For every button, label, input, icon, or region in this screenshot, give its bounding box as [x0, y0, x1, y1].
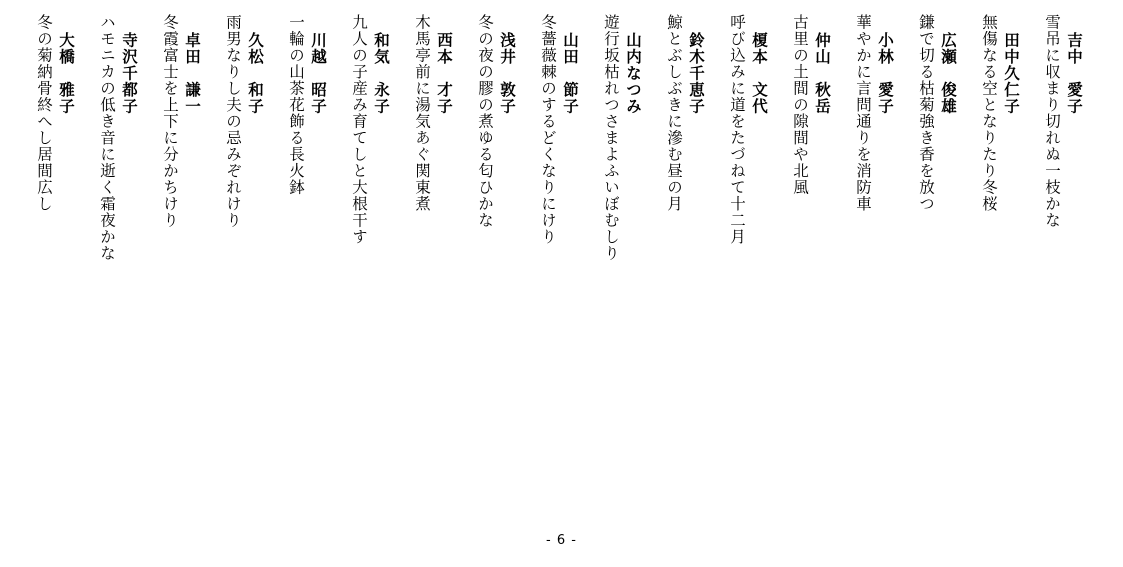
author-name: 久松 和子: [246, 32, 264, 115]
haiku-text: 雪吊に収まり切れぬ一枝かな: [1043, 14, 1061, 229]
author-name: 浅井 敦子: [498, 32, 516, 115]
haiku-text: 一輪の山茶花飾る長火鉢: [287, 14, 305, 196]
author-name: 川越 昭子: [309, 32, 327, 115]
author-name: 西本 才子: [435, 32, 453, 115]
haiku-columns: [14, 14, 1085, 514]
haiku-text: 華やかに言問通りを消防車: [854, 14, 872, 212]
haiku-text: 古里の土間の隙間や北風: [791, 14, 809, 196]
haiku-text: 木馬亭前に湯気あぐ関東煮: [413, 14, 431, 212]
haiku-entry: [96, 14, 140, 262]
haiku-text: 鯨とぶしぶきに滲む昼の月: [665, 14, 683, 212]
haiku-text: 遊行坂枯れつさまよふいぼむしり: [602, 14, 620, 262]
author-name: 広瀬 俊雄: [939, 32, 957, 115]
author-name: 大橋 雅子: [57, 32, 75, 115]
author-name: 榎本 文代: [750, 32, 768, 115]
author-name: 寺沢千都子: [120, 32, 138, 115]
haiku-entry: [789, 14, 833, 196]
haiku-text: 鎌で切る枯菊強き香を放つ: [917, 14, 935, 212]
haiku-text: 冬霞富士を上下に分かちけり: [161, 14, 179, 229]
haiku-text: ハモニカの低き音に逝く霜夜かな: [98, 14, 116, 262]
haiku-text: 呼び込みに道をたづねて十二月: [728, 14, 746, 245]
author-name: 和気 永子: [372, 32, 390, 115]
haiku-entry: [978, 14, 1022, 212]
author-name: 卓田 謙一: [183, 32, 201, 115]
haiku-entry: [285, 14, 329, 196]
author-name: 小林 愛子: [876, 32, 894, 115]
author-name: 田中久仁子: [1002, 32, 1020, 115]
page-number: - 6 -: [546, 533, 577, 548]
haiku-entry: [222, 14, 266, 229]
haiku-entry: [663, 14, 707, 212]
haiku-entry: [474, 14, 518, 229]
haiku-entry: [1041, 14, 1085, 229]
author-name: 仲山 秋岳: [813, 32, 831, 115]
haiku-text: 冬薔薇棘のするどくなりにけり: [539, 14, 557, 245]
haiku-entry: [915, 14, 959, 212]
haiku-entry: [852, 14, 896, 212]
haiku-entry: [33, 14, 77, 212]
haiku-text: 無傷なる空となりたり冬桜: [980, 14, 998, 212]
haiku-entry: [537, 14, 581, 245]
haiku-entry: [411, 14, 455, 212]
haiku-entry: [726, 14, 770, 245]
author-name: 鈴木千恵子: [687, 32, 705, 115]
haiku-entry: [348, 14, 392, 245]
haiku-text: 冬の菊納骨終へし居間広し: [35, 14, 53, 212]
haiku-entry: [159, 14, 203, 229]
haiku-text: 冬の夜の膠の煮ゆる匂ひかな: [476, 14, 494, 229]
author-name: 山内なつみ: [624, 32, 642, 115]
author-name: 山田 節子: [561, 32, 579, 115]
haiku-entry: [600, 14, 644, 262]
author-name: 吉中 愛子: [1065, 32, 1083, 115]
haiku-text: 雨男なりし夫の忌みぞれけり: [224, 14, 242, 229]
haiku-text: 九人の子産み育てしと大根干す: [350, 14, 368, 245]
